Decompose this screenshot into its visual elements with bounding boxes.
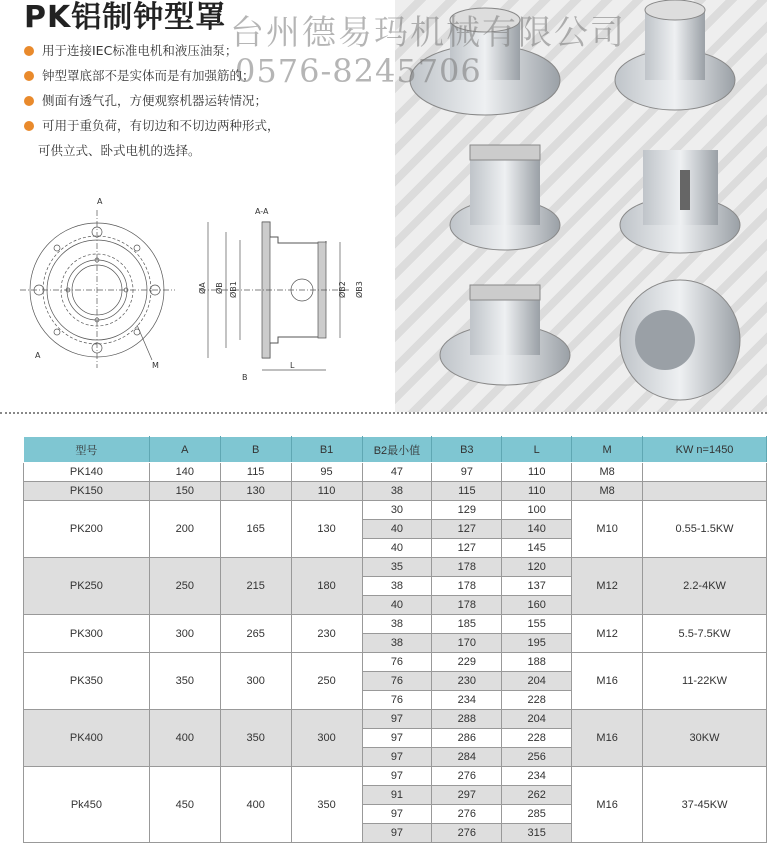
table-cell <box>643 482 767 501</box>
column-header: B1 <box>291 437 362 463</box>
table-cell: 284 <box>432 748 502 767</box>
column-header: B3 <box>432 437 502 463</box>
table-cell: 95 <box>291 463 362 482</box>
section-divider <box>0 412 767 414</box>
table-cell: 185 <box>432 615 502 634</box>
table-cell: PK300 <box>24 615 150 653</box>
table-cell: 110 <box>502 463 572 482</box>
table-cell: 297 <box>432 786 502 805</box>
table-row <box>24 653 767 672</box>
table-cell: 150 <box>149 482 220 501</box>
table-cell: 250 <box>149 558 220 615</box>
table-cell: PK400 <box>24 710 150 767</box>
table-cell: 30KW <box>643 710 767 767</box>
table-cell: 76 <box>362 672 432 691</box>
table-cell: 400 <box>149 710 220 767</box>
bullet-icon <box>24 71 34 81</box>
watermark-company: 台州德易玛机械有限公司 <box>230 13 626 53</box>
table-row <box>24 615 767 634</box>
table-cell: 145 <box>502 539 572 558</box>
feature-text: 侧面有透气孔，方便观察机器运转情况； <box>42 93 268 108</box>
table-cell: 97 <box>362 824 432 843</box>
table-cell: 262 <box>502 786 572 805</box>
column-header: M <box>572 437 643 463</box>
bullet-icon <box>24 46 34 56</box>
section-label: A-A <box>255 207 269 216</box>
watermark-phone: 0576-8245706 <box>235 52 482 90</box>
table-cell: PK200 <box>24 501 150 558</box>
table-cell: 188 <box>502 653 572 672</box>
table-cell: 400 <box>220 767 291 843</box>
column-header: A <box>149 437 220 463</box>
table-cell: 165 <box>220 501 291 558</box>
feature-item <box>24 38 280 63</box>
table-cell: 76 <box>362 691 432 710</box>
table-cell: 155 <box>502 615 572 634</box>
bullet-icon <box>24 121 34 131</box>
table-cell: 97 <box>362 767 432 786</box>
table-cell: 285 <box>502 805 572 824</box>
table-cell: M10 <box>572 501 643 558</box>
table-cell: 115 <box>220 463 291 482</box>
front-view <box>20 210 175 368</box>
table-cell: 178 <box>432 577 502 596</box>
table-cell: 450 <box>149 767 220 843</box>
table-cell: 97 <box>362 805 432 824</box>
table-cell: 97 <box>362 710 432 729</box>
label-m: M <box>152 361 159 370</box>
label-db: ØB <box>215 282 224 294</box>
table-cell: 204 <box>502 710 572 729</box>
label-db2: ØB2 <box>338 281 347 298</box>
spec-table <box>23 436 767 843</box>
table-cell: M16 <box>572 653 643 710</box>
table-cell: 127 <box>432 520 502 539</box>
table-cell: 100 <box>502 501 572 520</box>
table-cell: 47 <box>362 463 432 482</box>
table-cell: 129 <box>432 501 502 520</box>
table-cell: 178 <box>432 558 502 577</box>
table-cell: 178 <box>432 596 502 615</box>
table-cell: M8 <box>572 482 643 501</box>
photo-3 <box>450 145 560 250</box>
photo-6 <box>620 280 740 400</box>
section-mark-a: A <box>97 197 103 206</box>
table-cell: 276 <box>432 824 502 843</box>
feature-text: 钟型罩底部不是实体而是有加强筋的； <box>42 68 255 83</box>
table-cell: 170 <box>432 634 502 653</box>
table-row <box>24 463 767 482</box>
table-cell: 137 <box>502 577 572 596</box>
bullet-icon <box>24 96 34 106</box>
table-cell: 315 <box>502 824 572 843</box>
table-cell: 110 <box>502 482 572 501</box>
table-cell: 195 <box>502 634 572 653</box>
section-view <box>200 222 350 370</box>
label-da: ØA <box>198 282 207 294</box>
label-l: L <box>290 361 295 370</box>
table-cell: 5.5-7.5KW <box>643 615 767 653</box>
table-cell: 276 <box>432 805 502 824</box>
table-cell: 11-22KW <box>643 653 767 710</box>
table-cell: 140 <box>149 463 220 482</box>
table-cell: 97 <box>362 748 432 767</box>
column-header: L <box>502 437 572 463</box>
table-row <box>24 482 767 501</box>
table-cell: 97 <box>362 729 432 748</box>
table-cell: 300 <box>291 710 362 767</box>
table-cell: M16 <box>572 710 643 767</box>
table-cell: 130 <box>220 482 291 501</box>
table-cell: 234 <box>432 691 502 710</box>
table-cell: 286 <box>432 729 502 748</box>
table-cell: 180 <box>291 558 362 615</box>
table-cell: 37-45KW <box>643 767 767 843</box>
column-header: B <box>220 437 291 463</box>
table-cell: PK150 <box>24 482 150 501</box>
table-cell: 91 <box>362 786 432 805</box>
table-cell: 2.2-4KW <box>643 558 767 615</box>
table-cell: 115 <box>432 482 502 501</box>
technical-drawing <box>0 190 400 390</box>
table-cell: 160 <box>502 596 572 615</box>
table-cell: 110 <box>291 482 362 501</box>
table-cell: 204 <box>502 672 572 691</box>
table-cell: 76 <box>362 653 432 672</box>
feature-continuation: 可供立式、卧式电机的选择。 <box>38 143 201 158</box>
table-row <box>24 501 767 520</box>
page-title: PK铝制钟型罩 <box>24 0 227 35</box>
table-cell: 35 <box>362 558 432 577</box>
table-cell: 234 <box>502 767 572 786</box>
table-cell: 228 <box>502 691 572 710</box>
section-mark-a2: A <box>35 351 41 360</box>
table-cell: 230 <box>432 672 502 691</box>
table-cell: 276 <box>432 767 502 786</box>
table-header <box>24 437 767 463</box>
column-header: KW n=1450 <box>643 437 767 463</box>
table-cell <box>643 463 767 482</box>
table-cell: 228 <box>502 729 572 748</box>
table-cell: 40 <box>362 520 432 539</box>
table-cell: M16 <box>572 767 643 843</box>
table-cell: Pk450 <box>24 767 150 843</box>
label-b: B <box>242 373 248 382</box>
table-row <box>24 710 767 729</box>
photo-4 <box>620 150 740 253</box>
table-cell: 0.55-1.5KW <box>643 501 767 558</box>
table-cell: 265 <box>220 615 291 653</box>
photo-5 <box>440 285 570 385</box>
column-header: 型号 <box>24 437 150 463</box>
feature-item <box>24 63 280 88</box>
table-cell: 215 <box>220 558 291 615</box>
table-cell: 40 <box>362 539 432 558</box>
table-cell: 97 <box>432 463 502 482</box>
feature-text: 用于连接IEC标准电机和液压油泵； <box>42 43 238 58</box>
table-cell: 120 <box>502 558 572 577</box>
table-cell: 288 <box>432 710 502 729</box>
table-cell: PK140 <box>24 463 150 482</box>
table-cell: 140 <box>502 520 572 539</box>
feature-text: 可用于重负荷，有切边和不切边两种形式， <box>42 118 280 133</box>
table-cell: M12 <box>572 615 643 653</box>
table-cell: M8 <box>572 463 643 482</box>
table-cell: 300 <box>149 615 220 653</box>
table-row <box>24 558 767 577</box>
table-cell: 38 <box>362 634 432 653</box>
table-cell: 38 <box>362 615 432 634</box>
table-cell: M12 <box>572 558 643 615</box>
table-cell: 350 <box>291 767 362 843</box>
table-cell: 200 <box>149 501 220 558</box>
table-row <box>24 767 767 786</box>
feature-item <box>24 113 280 138</box>
table-cell: 250 <box>291 653 362 710</box>
table-cell: 300 <box>220 653 291 710</box>
table-cell: PK350 <box>24 653 150 710</box>
table-cell: 350 <box>149 653 220 710</box>
feature-item <box>24 88 280 113</box>
table-cell: 127 <box>432 539 502 558</box>
table-cell: 38 <box>362 482 432 501</box>
label-db3: ØB3 <box>355 281 364 298</box>
table-cell: 38 <box>362 577 432 596</box>
label-db1: ØB1 <box>229 281 238 298</box>
table-cell: 256 <box>502 748 572 767</box>
table-cell: PK250 <box>24 558 150 615</box>
table-cell: 229 <box>432 653 502 672</box>
table-cell: 130 <box>291 501 362 558</box>
table-cell: 30 <box>362 501 432 520</box>
table-cell: 350 <box>220 710 291 767</box>
feature-list <box>24 38 280 163</box>
column-header: B2最小值 <box>362 437 432 463</box>
table-cell: 40 <box>362 596 432 615</box>
photo-2 <box>615 0 735 110</box>
table-cell: 230 <box>291 615 362 653</box>
